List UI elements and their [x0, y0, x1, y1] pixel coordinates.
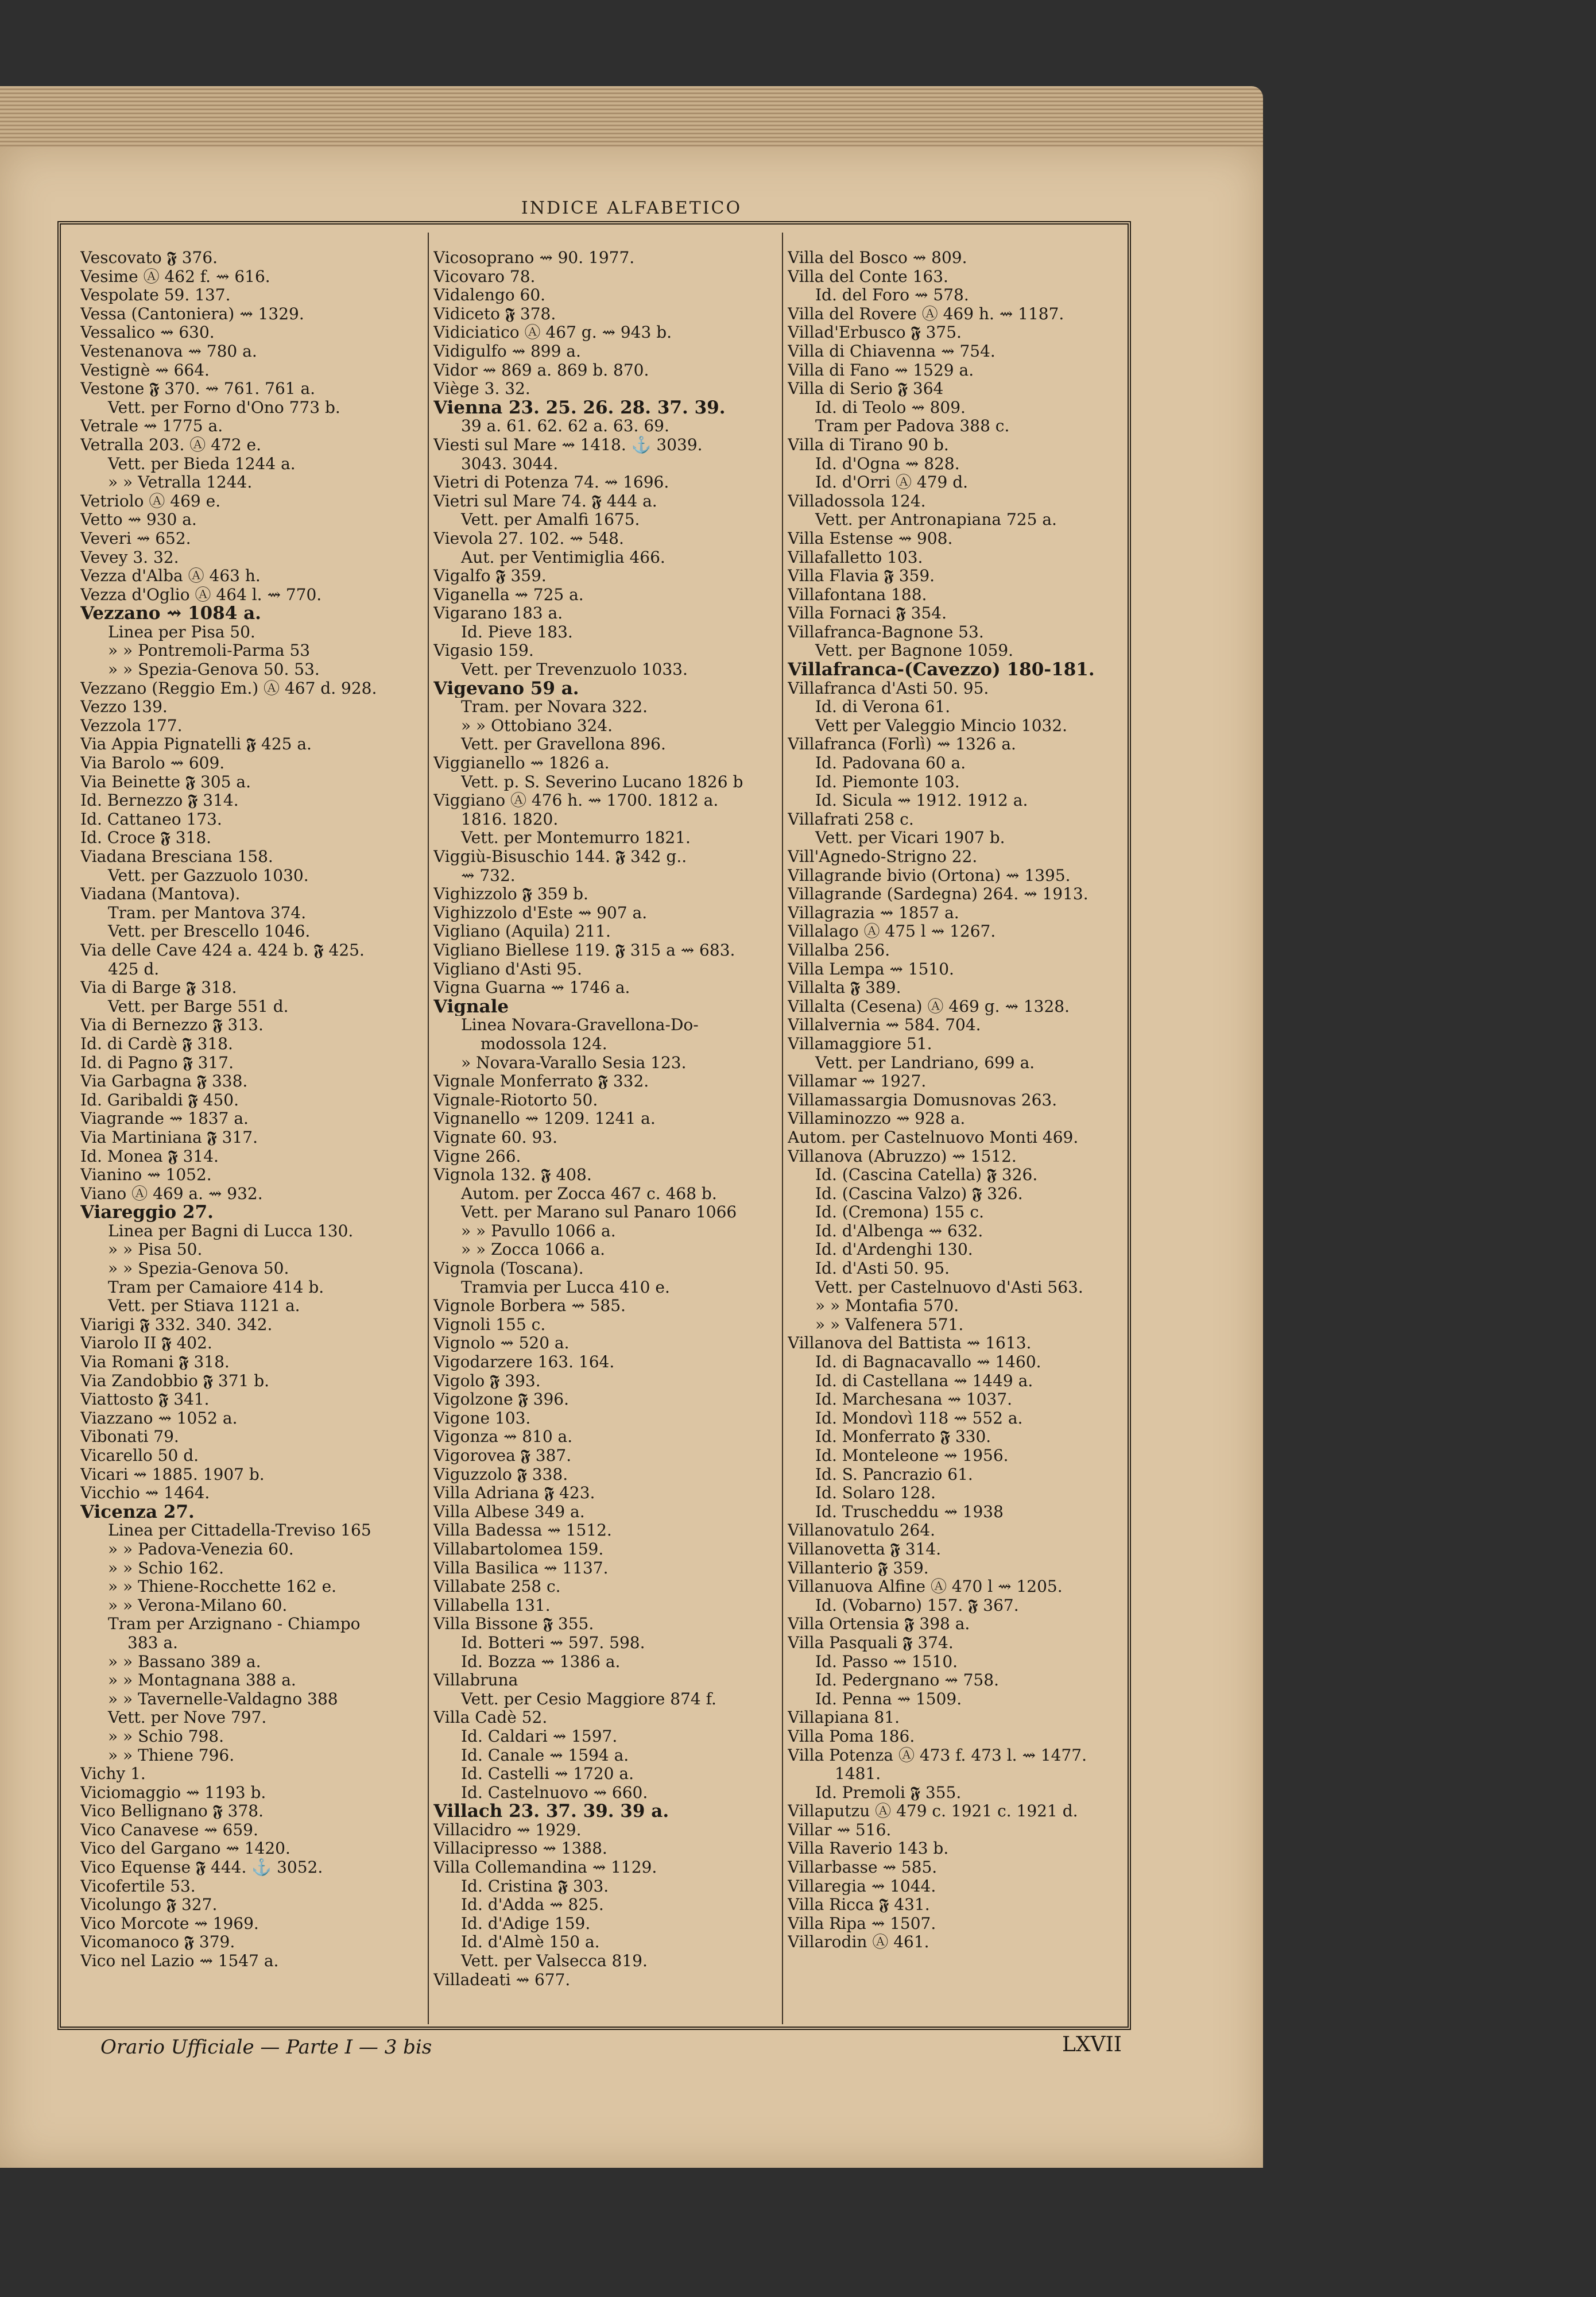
- index-entry: Villaregia ⇝ 1044.: [788, 1877, 936, 1896]
- index-entry: Villa Fornaci 𝕱 354.: [788, 604, 947, 623]
- index-entry: Id. Castelli ⇝ 1720 a.: [461, 1765, 634, 1784]
- index-entry: Vigodarzere 163. 164.: [433, 1353, 615, 1372]
- index-entry: Villapiana 81.: [788, 1708, 900, 1727]
- index-entry: Vignolo ⇝ 520 a.: [433, 1334, 570, 1353]
- index-entry: Vett. per Forno d'Ono 773 b.: [108, 398, 340, 417]
- index-entry: Vill'Agnedo-Strigno 22.: [788, 848, 978, 866]
- index-entry: Vicosoprano ⇝ 90. 1977.: [433, 249, 635, 267]
- index-entry: 3043. 3044.: [461, 454, 559, 473]
- index-entry: 39 a. 61. 62. 62 a. 63. 69.: [461, 417, 669, 436]
- index-entry: Id. (Cascina Catella) 𝕱 326.: [815, 1166, 1038, 1185]
- index-entry: Vicovaro 78.: [433, 267, 536, 286]
- index-entry: Vetrale ⇝ 1775 a.: [80, 417, 223, 436]
- index-entry: Vignola (Toscana).: [433, 1259, 584, 1278]
- index-entry: Villadossola 124.: [788, 492, 926, 511]
- index-entry: Vigasio 159.: [433, 641, 534, 660]
- index-entry: » » Vetralla 1244.: [108, 473, 253, 492]
- index-entry: Vett. per Landriano, 699 a.: [815, 1053, 1035, 1072]
- index-entry: Vicarello 50 d.: [80, 1447, 199, 1465]
- index-entry: Vezzano ⇝ 1084 a.: [80, 604, 261, 623]
- index-entry: Villa Pasquali 𝕱 374.: [788, 1633, 954, 1652]
- index-entry: Vigarano 183 a.: [433, 604, 563, 623]
- index-entry: Villa di Tirano 90 b.: [788, 435, 949, 454]
- index-entry: 1816. 1820.: [461, 810, 559, 829]
- index-entry: Villalta 𝕱 389.: [788, 979, 901, 997]
- index-entry: Vico nel Lazio ⇝ 1547 a.: [80, 1952, 279, 1971]
- index-entry: Viadana (Mantova).: [80, 885, 241, 904]
- index-entry: Vett. per Valsecca 819.: [461, 1952, 648, 1971]
- index-entry: Vico Equense 𝕱 444. ⚓ 3052.: [80, 1858, 323, 1877]
- index-entry: Vicomanoco 𝕱 379.: [80, 1933, 235, 1952]
- index-entry: Id. Truscheddu ⇝ 1938: [815, 1502, 1004, 1521]
- index-entry: Id. (Cascina Valzo) 𝕱 326.: [815, 1184, 1023, 1203]
- index-entry: Villaputzu Ⓐ 479 c. 1921 c. 1921 d.: [788, 1802, 1078, 1821]
- index-entry: Via Barolo ⇝ 609.: [80, 754, 225, 773]
- index-entry: Id. d'Ardenghi 130.: [815, 1240, 973, 1259]
- index-entry: Vett. per Castelnuovo d'Asti 563.: [815, 1278, 1083, 1297]
- index-entry: Villanuova Alfine Ⓐ 470 l ⇝ 1205.: [788, 1577, 1063, 1596]
- index-entry: Viggianello ⇝ 1826 a.: [433, 754, 610, 773]
- index-entry: Via Appia Pignatelli 𝕱 425 a.: [80, 735, 312, 754]
- index-entry: Id. del Foro ⇝ 578.: [815, 286, 969, 305]
- index-entry: » Novara-Varallo Sesia 123.: [461, 1053, 687, 1072]
- index-entry: ⇝ 732.: [461, 866, 516, 885]
- index-entry: Id. d'Adige 159.: [461, 1914, 591, 1933]
- index-entry: Vett. per Brescello 1046.: [108, 922, 311, 941]
- index-entry: Villagrande (Sardegna) 264. ⇝ 1913.: [788, 885, 1088, 904]
- index-entry: Vico Bellignano 𝕱 378.: [80, 1802, 264, 1821]
- index-entry: Viareggio 27.: [80, 1203, 214, 1222]
- index-entry: Villa Albese 349 a.: [433, 1502, 585, 1521]
- index-entry: Linea Novara-Gravellona-Do-: [461, 1016, 699, 1035]
- index-entry: Id. Bozza ⇝ 1386 a.: [461, 1652, 621, 1671]
- index-entry: Vidalengo 60.: [433, 286, 546, 305]
- index-entry: Vighizzolo 𝕱 359 b.: [433, 885, 588, 904]
- index-entry: Vidor ⇝ 869 a. 869 b. 870.: [433, 361, 649, 380]
- index-entry: Vett. per Bieda 1244 a.: [108, 454, 296, 473]
- index-entry: Villalago Ⓐ 475 l ⇝ 1267.: [788, 922, 996, 941]
- index-entry: Id. Canale ⇝ 1594 a.: [461, 1746, 629, 1765]
- index-entry: Vievola 27. 102. ⇝ 548.: [433, 529, 624, 548]
- index-entry: Viesti sul Mare ⇝ 1418. ⚓ 3039.: [433, 435, 703, 454]
- index-entry: Id. Castelnuovo ⇝ 660.: [461, 1783, 648, 1802]
- index-entry: Villabate 258 c.: [433, 1577, 561, 1596]
- index-entry: Villamassargia Domusnovas 263.: [788, 1091, 1057, 1109]
- index-entry: Vett. per Antronapiana 725 a.: [815, 511, 1057, 529]
- index-entry: Via delle Cave 424 a. 424 b. 𝕱 425.: [80, 941, 365, 960]
- index-entry: Vianino ⇝ 1052.: [80, 1166, 212, 1185]
- column-rule: [782, 233, 783, 2024]
- index-entry: Via di Barge 𝕱 318.: [80, 979, 237, 997]
- index-entry: » » Padova-Venezia 60.: [108, 1540, 294, 1559]
- index-entry: Vigna Guarna ⇝ 1746 a.: [433, 979, 630, 997]
- index-entry: Id. Caldari ⇝ 1597.: [461, 1727, 618, 1746]
- index-entry: Vigliano Biellese 119. 𝕱 315 a ⇝ 683.: [433, 941, 735, 960]
- index-entry: Id. (Vobarno) 157. 𝕱 367.: [815, 1596, 1019, 1615]
- index-entry: Id. Cattaneo 173.: [80, 810, 222, 829]
- index-entry: Veveri ⇝ 652.: [80, 529, 191, 548]
- index-entry: Id. d'Almè 150 a.: [461, 1933, 600, 1952]
- index-entry: Villar ⇝ 516.: [788, 1820, 892, 1839]
- index-entry: Vigolzone 𝕱 396.: [433, 1390, 569, 1409]
- index-entry: Vett. per Bagnone 1059.: [815, 641, 1014, 660]
- index-entry: Vigorovea 𝕱 387.: [433, 1447, 572, 1465]
- index-entry: Vett. per Cesio Maggiore 874 f.: [461, 1689, 716, 1708]
- index-entry: Id. d'Adda ⇝ 825.: [461, 1896, 604, 1915]
- index-entry: Villarbasse ⇝ 585.: [788, 1858, 938, 1877]
- index-entry: Vignale-Riotorto 50.: [433, 1091, 598, 1109]
- index-entry: Id. Solaro 128.: [815, 1484, 936, 1503]
- index-entry: Id. Pedergnano ⇝ 758.: [815, 1671, 999, 1690]
- index-entry: Id. Mondovì 118 ⇝ 552 a.: [815, 1409, 1023, 1428]
- index-entry: Vigolo 𝕱 393.: [433, 1371, 541, 1390]
- index-entry: Linea per Bagni di Lucca 130.: [108, 1221, 354, 1240]
- index-entry: Via di Bernezzo 𝕱 313.: [80, 1016, 264, 1035]
- index-entry: Vett per Valeggio Mincio 1032.: [815, 716, 1068, 735]
- index-entry: Villafrati 258 c.: [788, 810, 914, 829]
- index-entry: Vezzano (Reggio Em.) Ⓐ 467 d. 928.: [80, 679, 377, 698]
- index-entry: Vetto ⇝ 930 a.: [80, 511, 197, 529]
- index-entry: Villa Cadè 52.: [433, 1708, 548, 1727]
- index-entry: Villarodin Ⓐ 461.: [788, 1933, 929, 1952]
- index-entry: Id. di Bagnacavallo ⇝ 1460.: [815, 1353, 1041, 1372]
- index-entry: Via Beinette 𝕱 305 a.: [80, 772, 251, 791]
- index-entry: Villafranca d'Asti 50. 95.: [788, 679, 989, 698]
- index-entry: Villabella 131.: [433, 1596, 551, 1615]
- index-entry: Villacidro ⇝ 1929.: [433, 1820, 582, 1839]
- index-entry: Via Romani 𝕱 318.: [80, 1353, 230, 1372]
- index-column-2: [433, 249, 778, 2046]
- index-entry: Vighizzolo d'Este ⇝ 907 a.: [433, 903, 648, 922]
- index-entry: Villa Ripa ⇝ 1507.: [788, 1914, 936, 1933]
- index-entry: Villa Poma 186.: [788, 1727, 915, 1746]
- index-entry: Aut. per Ventimiglia 466.: [461, 548, 665, 567]
- index-entry: Vett. per Barge 551 d.: [108, 997, 289, 1016]
- index-entry: Id. Cristina 𝕱 303.: [461, 1877, 609, 1896]
- index-entry: Villa Ortensia 𝕱 398 a.: [788, 1615, 970, 1634]
- index-entry: Vichy 1.: [80, 1765, 146, 1784]
- index-entry: Vignale Monferrato 𝕱 332.: [433, 1072, 649, 1091]
- index-entry: Villamaggiore 51.: [788, 1034, 932, 1053]
- index-entry: Villagrazia ⇝ 1857 a.: [788, 903, 959, 922]
- index-entry: Vigliano d'Asti 95.: [433, 960, 582, 979]
- index-entry: Vietri sul Mare 74. 𝕱 444 a.: [433, 492, 657, 511]
- index-entry: Villamar ⇝ 1927.: [788, 1072, 927, 1091]
- index-entry: Viguzzolo 𝕱 338.: [433, 1465, 568, 1484]
- index-entry: » » Thiene-Rocchette 162 e.: [108, 1577, 337, 1596]
- index-entry: Vespolate 59. 137.: [80, 286, 231, 305]
- index-entry: Vico del Gargano ⇝ 1420.: [80, 1839, 290, 1858]
- index-entry: Villalta (Cesena) Ⓐ 469 g. ⇝ 1328.: [788, 997, 1070, 1016]
- index-entry: Tram. per Novara 322.: [461, 698, 648, 717]
- index-entry: Vigliano (Aquila) 211.: [433, 922, 611, 941]
- index-entry: Vetriolo Ⓐ 469 e.: [80, 492, 221, 511]
- index-entry: Viège 3. 32.: [433, 380, 530, 399]
- index-entry: » » Spezia-Genova 50. 53.: [108, 660, 320, 679]
- index-entry: Vigone 103.: [433, 1409, 531, 1428]
- index-column-3: [788, 249, 1132, 2046]
- index-entry: Villaminozzo ⇝ 928 a.: [788, 1109, 966, 1128]
- index-entry: Vescovato 𝕱 376.: [80, 249, 218, 267]
- index-entry: Vett. per Trevenzuolo 1033.: [461, 660, 688, 679]
- index-entry: Viarigi 𝕱 332. 340. 342.: [80, 1315, 273, 1334]
- index-entry: » » Schio 162.: [108, 1559, 224, 1577]
- index-entry: Id. d'Ogna ⇝ 828.: [815, 454, 960, 473]
- index-entry: » » Schio 798.: [108, 1727, 224, 1746]
- index-entry: Vico Morcote ⇝ 1969.: [80, 1914, 259, 1933]
- index-entry: Id. Sicula ⇝ 1912. 1912 a.: [815, 791, 1028, 810]
- index-entry: Viggiù-Bisuschio 144. 𝕱 342 g..: [433, 848, 687, 866]
- index-entry: Vidiciatico Ⓐ 467 g. ⇝ 943 b.: [433, 323, 672, 342]
- index-entry: Vicenza 27.: [80, 1502, 195, 1522]
- index-entry: Vett. per Gazzuolo 1030.: [108, 866, 309, 885]
- index-entry: Vicari ⇝ 1885. 1907 b.: [80, 1465, 265, 1484]
- index-entry: Vesime Ⓐ 462 f. ⇝ 616.: [80, 267, 270, 286]
- index-entry: Villa Bissone 𝕱 355.: [433, 1615, 594, 1634]
- index-entry: Villa Ricca 𝕱 431.: [788, 1896, 930, 1915]
- index-entry: Villa del Conte 163.: [788, 267, 948, 286]
- index-entry: Vett. per Amalfi 1675.: [461, 511, 640, 529]
- index-entry: Villafontana 188.: [788, 585, 927, 604]
- index-entry: 1481.: [835, 1765, 881, 1784]
- index-entry: Id. di Verona 61.: [815, 698, 951, 717]
- index-entry: Villadeati ⇝ 677.: [433, 1970, 571, 1989]
- index-entry: Villa Adriana 𝕱 423.: [433, 1484, 595, 1503]
- index-entry: Villanovetta 𝕱 314.: [788, 1540, 942, 1559]
- index-entry: Id. Piemonte 103.: [815, 772, 960, 791]
- index-entry: » » Valfenera 571.: [815, 1315, 964, 1334]
- index-entry: Vett. p. S. Severino Lucano 1826 b: [461, 772, 743, 791]
- index-entry: Vienna 23. 25. 26. 28. 37. 39.: [433, 398, 726, 417]
- index-entry: Id. Bernezzo 𝕱 314.: [80, 791, 239, 810]
- index-entry: Id. Botteri ⇝ 597. 598.: [461, 1633, 645, 1652]
- index-entry: Vevey 3. 32.: [80, 548, 179, 567]
- index-entry: » » Pavullo 1066 a.: [461, 1221, 616, 1240]
- index-entry: Id. Monea 𝕱 314.: [80, 1147, 219, 1166]
- index-entry: Viagrande ⇝ 1837 a.: [80, 1109, 249, 1128]
- index-entry: Vignole Borbera ⇝ 585.: [433, 1297, 626, 1316]
- index-entry: Id. Premoli 𝕱 355.: [815, 1783, 962, 1802]
- index-entry: Vietri di Potenza 74. ⇝ 1696.: [433, 473, 669, 492]
- index-entry: Id. Padovana 60 a.: [815, 754, 966, 773]
- index-entry: » » Pontremoli-Parma 53: [108, 641, 311, 660]
- index-entry: » » Montagnana 388 a.: [108, 1671, 296, 1690]
- index-entry: Villafranca (Forlì) ⇝ 1326 a.: [788, 735, 1016, 754]
- index-entry: Vignoli 155 c.: [433, 1315, 546, 1334]
- index-entry: Villanterio 𝕱 359.: [788, 1559, 929, 1577]
- index-entry: Vetralla 203. Ⓐ 472 e.: [80, 435, 262, 454]
- index-entry: Id. di Teolo ⇝ 809.: [815, 398, 966, 417]
- index-entry: » » Ottobiano 324.: [461, 716, 613, 735]
- index-entry: Viggiano Ⓐ 476 h. ⇝ 1700. 1812 a.: [433, 791, 719, 810]
- index-entry: Vessa (Cantoniera) ⇝ 1329.: [80, 304, 304, 323]
- index-entry: Viarolo II 𝕱 402.: [80, 1334, 212, 1353]
- index-entry: Viattosto 𝕱 341.: [80, 1390, 210, 1409]
- index-entry: Vett. per Gravellona 896.: [461, 735, 666, 754]
- index-entry: Villabruna: [433, 1671, 518, 1690]
- index-entry: Autom. per Castelnuovo Monti 469.: [788, 1128, 1079, 1147]
- index-entry: Villanova (Abruzzo) ⇝ 1512.: [788, 1147, 1017, 1166]
- index-entry: Id. di Cardè 𝕱 318.: [80, 1034, 233, 1053]
- index-entry: Vicofertile 53.: [80, 1877, 196, 1896]
- page-number: LXVII: [1062, 2033, 1122, 2056]
- footer-title: Orario Ufficiale — Parte I — 3 bis: [100, 2036, 432, 2059]
- index-entry: Vezza d'Oglio Ⓐ 464 l. ⇝ 770.: [80, 585, 322, 604]
- index-entry: Viano Ⓐ 469 a. ⇝ 932.: [80, 1184, 263, 1203]
- index-entry: Id. (Cremona) 155 c.: [815, 1203, 984, 1222]
- index-entry: Vessalico ⇝ 630.: [80, 323, 215, 342]
- index-entry: Vicolungo 𝕱 327.: [80, 1896, 218, 1915]
- index-entry: Vestone 𝕱 370. ⇝ 761. 761 a.: [80, 380, 316, 399]
- index-entry: modossola 124.: [481, 1034, 607, 1053]
- index-entry: Villa Estense ⇝ 908.: [788, 529, 953, 548]
- index-entry: Villa Potenza Ⓐ 473 f. 473 l. ⇝ 1477.: [788, 1746, 1087, 1765]
- index-entry: Id. di Pagno 𝕱 317.: [80, 1053, 234, 1072]
- index-entry: Id. Croce 𝕱 318.: [80, 829, 212, 848]
- index-entry: Vestenanova ⇝ 780 a.: [80, 342, 257, 361]
- index-entry: Villad'Erbusco 𝕱 375.: [788, 323, 962, 342]
- index-entry: 383 a.: [127, 1633, 178, 1652]
- index-entry: Via Martiniana 𝕱 317.: [80, 1128, 258, 1147]
- index-entry: Id. Marchesana ⇝ 1037.: [815, 1390, 1013, 1409]
- index-entry: Vezzola 177.: [80, 716, 183, 735]
- index-entry: Id. Pieve 183.: [461, 622, 573, 641]
- index-entry: Vett. per Montemurro 1821.: [461, 829, 691, 848]
- index-entry: Villafranca-(Cavezzo) 180-181.: [788, 660, 1095, 679]
- index-entry: Viciomaggio ⇝ 1193 b.: [80, 1783, 266, 1802]
- index-entry: Villagrande bivio (Ortona) ⇝ 1395.: [788, 866, 1071, 885]
- index-entry: Id. Monferrato 𝕱 330.: [815, 1428, 991, 1447]
- index-entry: Villa di Fano ⇝ 1529 a.: [788, 361, 974, 380]
- index-entry: Villafranca-Bagnone 53.: [788, 622, 984, 641]
- index-entry: Villa Basilica ⇝ 1137.: [433, 1559, 609, 1577]
- index-entry: » » Tavernelle-Valdagno 388: [108, 1689, 338, 1708]
- index-entry: Id. d'Albenga ⇝ 632.: [815, 1221, 983, 1240]
- index-entry: Tram. per Mantova 374.: [108, 903, 307, 922]
- index-entry: Vett. per Marano sul Panaro 1066: [461, 1203, 737, 1222]
- index-entry: Villa Lempa ⇝ 1510.: [788, 960, 954, 979]
- index-entry: Vigne 266.: [433, 1147, 521, 1166]
- index-entry: » » Pisa 50.: [108, 1240, 203, 1259]
- index-entry: Autom. per Zocca 467 c. 468 b.: [461, 1184, 717, 1203]
- running-head: INDICE ALFABETICO: [521, 198, 742, 218]
- index-entry: Linea per Pisa 50.: [108, 622, 255, 641]
- index-entry: Villa Raverio 143 b.: [788, 1839, 949, 1858]
- index-entry: Vigevano 59 a.: [433, 679, 579, 698]
- index-column-1: [80, 249, 425, 2046]
- index-entry: Vico Canavese ⇝ 659.: [80, 1820, 258, 1839]
- index-entry: 425 d.: [108, 960, 160, 979]
- index-entry: Tram per Padova 388 c.: [815, 417, 1010, 436]
- index-entry: Vett. per Stiava 1121 a.: [108, 1297, 300, 1316]
- index-entry: Villa Collemandina ⇝ 1129.: [433, 1858, 657, 1877]
- index-entry: Via Garbagna 𝕱 338.: [80, 1072, 248, 1091]
- index-entry: Villafalletto 103.: [788, 548, 923, 567]
- index-entry: Vidigulfo ⇝ 899 a.: [433, 342, 581, 361]
- index-entry: Villa Flavia 𝕱 359.: [788, 567, 935, 586]
- index-entry: Vezzo 139.: [80, 698, 168, 717]
- index-entry: Id. d'Orri Ⓐ 479 d.: [815, 473, 969, 492]
- index-entry: Villalvernia ⇝ 584. 704.: [788, 1016, 981, 1035]
- index-entry: Villach 23. 37. 39. 39 a.: [433, 1802, 669, 1821]
- index-entry: Villanovatulo 264.: [788, 1521, 936, 1540]
- index-entry: Id. Penna ⇝ 1509.: [815, 1689, 962, 1708]
- index-entry: Vignola 132. 𝕱 408.: [433, 1166, 592, 1185]
- index-entry: Id. Garibaldi 𝕱 450.: [80, 1091, 239, 1109]
- index-entry: Vestignè ⇝ 664.: [80, 361, 210, 380]
- index-entry: Villa del Rovere Ⓐ 469 h. ⇝ 1187.: [788, 304, 1064, 323]
- index-entry: » » Thiene 796.: [108, 1746, 235, 1765]
- index-entry: Villa di Serio 𝕱 364: [788, 380, 944, 399]
- index-entry: Id. di Castellana ⇝ 1449 a.: [815, 1371, 1033, 1390]
- index-entry: Vezza d'Alba Ⓐ 463 h.: [80, 567, 261, 586]
- index-entry: Tram per Arzignano - Chiampo: [108, 1615, 361, 1634]
- index-entry: Villa di Chiavenna ⇝ 754.: [788, 342, 995, 361]
- index-entry: Viganella ⇝ 725 a.: [433, 585, 584, 604]
- index-entry: Id. S. Pancrazio 61.: [815, 1465, 973, 1484]
- index-entry: Vigonza ⇝ 810 a.: [433, 1428, 573, 1447]
- index-entry: » » Verona-Milano 60.: [108, 1596, 288, 1615]
- index-entry: Linea per Cittadella-Treviso 165: [108, 1521, 371, 1540]
- index-entry: Viazzano ⇝ 1052 a.: [80, 1409, 238, 1428]
- index-entry: » » Montafia 570.: [815, 1297, 959, 1316]
- index-entry: Vignanello ⇝ 1209. 1241 a.: [433, 1109, 656, 1128]
- index-entry: Vett. per Nove 797.: [108, 1708, 267, 1727]
- index-entry: Villanova del Battista ⇝ 1613.: [788, 1334, 1032, 1353]
- index-entry: Villacipresso ⇝ 1388.: [433, 1839, 607, 1858]
- index-entry: Vignate 60. 93.: [433, 1128, 558, 1147]
- index-entry: Villa Badessa ⇝ 1512.: [433, 1521, 612, 1540]
- index-entry: Tram per Camaiore 414 b.: [108, 1278, 324, 1297]
- index-entry: Villa del Bosco ⇝ 809.: [788, 249, 967, 267]
- index-entry: Vett. per Vicari 1907 b.: [815, 829, 1005, 848]
- index-entry: Vicchio ⇝ 1464.: [80, 1484, 210, 1503]
- index-entry: Viadana Bresciana 158.: [80, 848, 273, 866]
- index-entry: Vigalfo 𝕱 359.: [433, 567, 547, 586]
- index-entry: Vibonati 79.: [80, 1428, 179, 1447]
- index-entry: Villalba 256.: [788, 941, 890, 960]
- index-entry: Villabartolomea 159.: [433, 1540, 604, 1559]
- index-entry: » » Bassano 389 a.: [108, 1652, 261, 1671]
- index-entry: Id. Passo ⇝ 1510.: [815, 1652, 958, 1671]
- index-entry: Vignale: [433, 997, 509, 1016]
- index-entry: Id. d'Asti 50. 95.: [815, 1259, 950, 1278]
- index-entry: Vidiceto 𝕱 378.: [433, 304, 556, 323]
- index-entry: Tramvia per Lucca 410 e.: [461, 1278, 670, 1297]
- index-entry: Via Zandobbio 𝕱 371 b.: [80, 1371, 270, 1390]
- column-rule: [428, 233, 429, 2024]
- index-entry: Id. Monteleone ⇝ 1956.: [815, 1447, 1009, 1465]
- index-entry: » » Zocca 1066 a.: [461, 1240, 606, 1259]
- index-entry: » » Spezia-Genova 50.: [108, 1259, 289, 1278]
- index-page: [0, 146, 1263, 2168]
